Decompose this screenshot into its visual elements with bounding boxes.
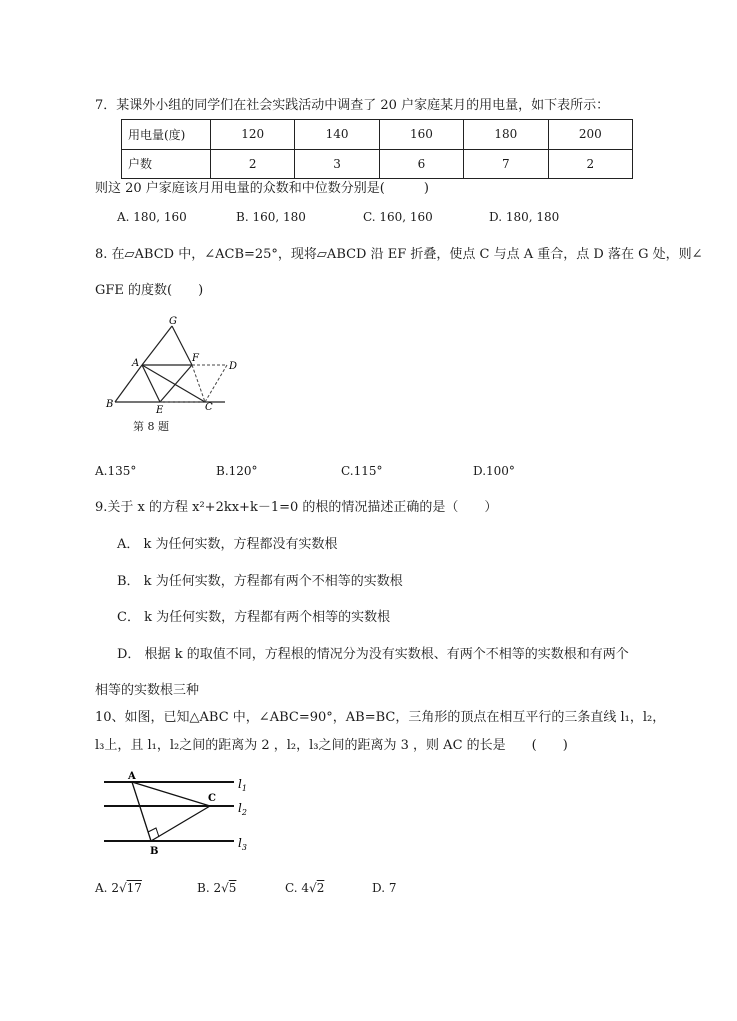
table-cell: 6	[379, 149, 463, 179]
table-cell: 120	[211, 120, 295, 150]
segment-bc	[151, 806, 210, 841]
label-c: C	[208, 793, 216, 804]
q7-option-d: D. 180, 180	[489, 210, 560, 224]
q7-option-b: B. 160, 180	[236, 210, 306, 224]
q8-option-c: C.115°	[341, 464, 383, 478]
segment-dc-dashed	[205, 365, 227, 402]
q8-option-b: B.120°	[216, 464, 258, 478]
label-c: C	[205, 402, 213, 413]
label-l3: $l_3$	[238, 836, 247, 852]
q9-option-d: D． 根据 k 的取值不同，方程根的情况分为没有实数根、有两个不相等的实数根和有两个	[117, 647, 629, 662]
q8-stem-line2: GFE 的度数( )	[95, 283, 204, 298]
segment-ab	[115, 365, 142, 402]
q7-stem: 7．某课外小组的同学们在社会实践活动中调查了 20 户家庭某月的用电量，如下表所示：	[95, 98, 610, 113]
label-e: E	[156, 405, 164, 416]
q7-option-c: C. 160, 160	[363, 210, 433, 224]
q9-stem: 9.关于 x 的方程 x²+2kx+k－1=0 的根的情况描述正确的是（ ）	[95, 500, 498, 515]
q10-option-b: B. 2√5	[197, 881, 237, 895]
table-cell: 180	[464, 120, 548, 150]
q9-option-c: C． k 为任何实数，方程都有两个相等的实数根	[117, 610, 391, 625]
q7-option-a: A. 180, 160	[117, 210, 187, 224]
q9-option-b: B． k 为任何实数，方程都有两个不相等的实数根	[117, 574, 403, 589]
q9-option-d-continued: 相等的实数根三种	[95, 683, 200, 698]
q7-question: 则这 20 户家庭该月用电量的众数和中位数分别是( )	[95, 181, 429, 196]
table-row	[122, 149, 633, 179]
table-row	[122, 120, 633, 150]
table-cell: 7	[464, 149, 548, 179]
table-cell: 140	[295, 120, 379, 150]
label-a: A	[128, 771, 136, 782]
q10-stem-line2: l₃上，且 l₁，l₂之间的距离为 2 ，l₂，l₃之间的距离为 3 ，则 AC 的长是 ( )	[95, 738, 568, 753]
segment-fe	[160, 365, 192, 402]
segment-ac	[132, 782, 210, 806]
label-b: B	[150, 846, 159, 857]
table-cell: 160	[379, 120, 463, 150]
table-header-households: 户数	[122, 149, 211, 179]
q9-option-a: A． k 为任何实数，方程都没有实数根	[117, 537, 338, 552]
table-cell: 200	[548, 120, 632, 150]
q8-figure-caption: 第 8 题	[133, 420, 169, 433]
label-f: F	[192, 353, 199, 364]
q10-figure	[100, 768, 260, 858]
table-cell: 3	[295, 149, 379, 179]
label-d: D	[229, 361, 238, 372]
q8-option-a: A.135°	[95, 464, 137, 478]
electricity-table	[121, 119, 633, 179]
q10-option-c: C. 4√2	[285, 881, 325, 895]
segment-gf	[172, 326, 192, 365]
q8-figure	[100, 315, 250, 425]
q10-option-a: A. 2√17	[95, 881, 142, 895]
table-header-usage: 用电量(度)	[122, 120, 211, 150]
q10-option-d: D. 7	[372, 881, 397, 895]
table-cell: 2	[548, 149, 632, 179]
label-g: G	[169, 316, 177, 327]
label-l2: $l_2$	[238, 801, 247, 817]
q8-stem-line1: 8. 在▱ABCD 中，∠ACB=25°，现将▱ABCD 沿 EF 折叠，使点 C 与点 A 重合，点 D 落在 G 处，则∠	[95, 247, 703, 262]
table-cell: 2	[211, 149, 295, 179]
label-b: B	[106, 399, 114, 410]
label-l1: $l_1$	[238, 777, 247, 793]
segment-ag	[142, 326, 172, 365]
label-a: A	[132, 358, 140, 369]
q8-option-d: D.100°	[473, 464, 515, 478]
segment-fc-dashed	[192, 365, 205, 402]
q10-stem-line1: 10、如图，已知△ABC 中，∠ABC=90°，AB=BC，三角形的顶点在相互平行的三条直线 l₁，l₂，	[95, 710, 666, 725]
